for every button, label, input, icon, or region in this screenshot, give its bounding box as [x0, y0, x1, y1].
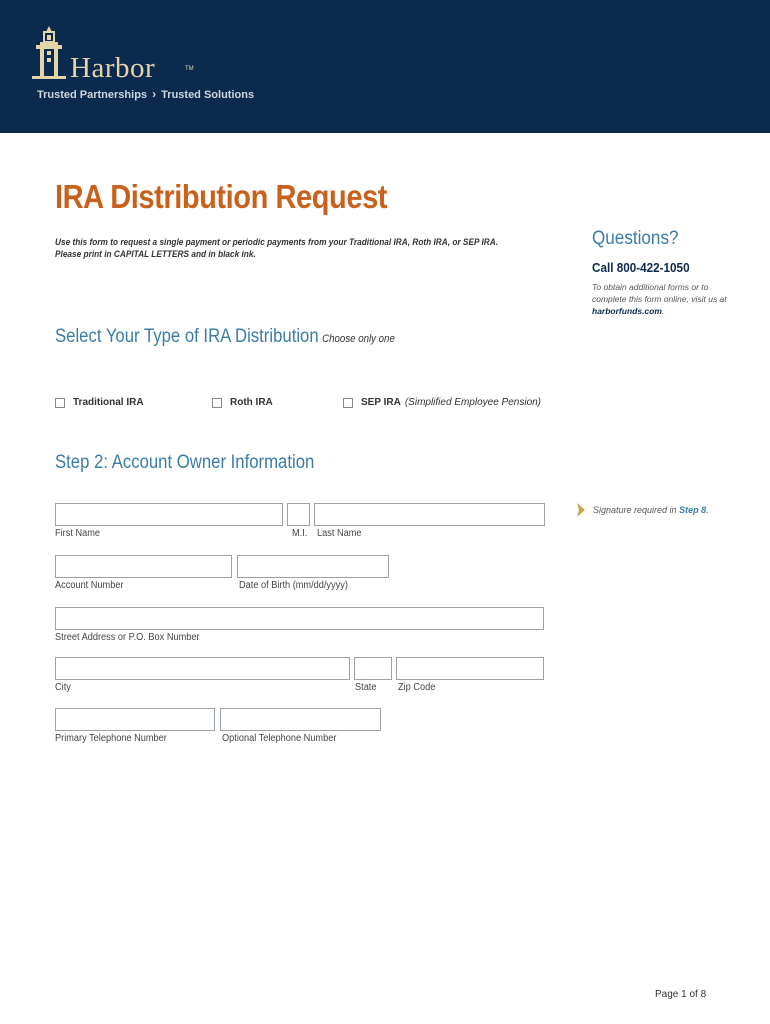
signature-note — [575, 502, 709, 518]
traditional-ira-checkbox[interactable] — [55, 398, 65, 408]
intro-line-1: Use this form to request a single payment or periodic payments from your Traditional IRA, Roth IRA, or SEP IRA. — [55, 237, 499, 247]
tagline — [37, 87, 254, 101]
state-label: State — [355, 682, 377, 693]
zip-code-label: Zip Code — [398, 682, 436, 693]
last-name-field[interactable] — [314, 503, 545, 526]
questions-note — [592, 281, 742, 317]
page-title: IRA Distribution Request — [55, 178, 388, 215]
questions-title: Questions? — [592, 228, 679, 249]
trademark-mark: TM — [185, 66, 194, 72]
questions-phone[interactable]: Call 800-422-1050 — [592, 260, 690, 275]
primary-telephone-label: Primary Telephone Number — [55, 733, 167, 744]
account-number-field[interactable] — [55, 555, 232, 578]
first-name-field[interactable] — [55, 503, 283, 526]
section-ira-type-title — [55, 326, 395, 348]
questions-note-suffix: . — [661, 306, 665, 316]
city-label: City — [55, 682, 71, 693]
option-traditional-ira[interactable] — [55, 397, 144, 408]
date-of-birth-field[interactable] — [237, 555, 389, 578]
option-sep-ira[interactable] — [343, 397, 541, 408]
option-label: Traditional IRA — [73, 397, 144, 408]
lighthouse-icon — [30, 24, 68, 80]
street-address-field[interactable] — [55, 607, 544, 630]
date-of-birth-label: Date of Birth (mm/dd/yyyy) — [239, 580, 348, 591]
tagline-part2: Trusted Solutions — [161, 89, 255, 101]
intro-line-2: Please print in CAPITAL LETTERS and in black ink. — [55, 249, 256, 259]
option-label: Roth IRA — [230, 397, 273, 408]
section-account-owner-title: Step 2: Account Owner Information — [55, 452, 315, 473]
street-address-label: Street Address or P.O. Box Number — [55, 632, 200, 643]
zip-code-field[interactable] — [396, 657, 544, 680]
page-number: Page 1 of 8 — [655, 989, 707, 1000]
optional-telephone-field[interactable] — [220, 708, 381, 731]
option-label: SEP IRA — [361, 397, 401, 408]
chevron-right-icon: › — [152, 87, 157, 101]
section-ira-type-heading: Select Your Type of IRA Distribution — [55, 326, 319, 347]
optional-telephone-label: Optional Telephone Number — [222, 733, 337, 744]
option-detail: (Simplified Employee Pension) — [404, 397, 542, 408]
account-number-label: Account Number — [55, 580, 124, 591]
roth-ira-checkbox[interactable] — [212, 398, 222, 408]
sep-ira-checkbox[interactable] — [343, 398, 353, 408]
intro-text — [55, 236, 533, 260]
chevron-right-icon — [575, 502, 587, 518]
section-ira-type-note: Choose only one — [322, 333, 395, 345]
page-header — [0, 0, 770, 133]
questions-panel — [592, 228, 742, 317]
mi-field[interactable] — [287, 503, 310, 526]
logo-wordmark: Harbor — [70, 52, 156, 84]
website-link[interactable]: harborfunds.com — [592, 306, 662, 316]
step-8-link[interactable]: Step 8 — [679, 505, 707, 515]
primary-telephone-field[interactable] — [55, 708, 215, 731]
signature-note-text: Signature required in — [593, 505, 677, 515]
last-name-label: Last Name — [317, 528, 362, 539]
questions-note-text: To obtain additional forms or to complete this form online, visit us at — [592, 282, 727, 304]
option-roth-ira[interactable] — [212, 397, 273, 408]
state-field[interactable] — [354, 657, 392, 680]
city-field[interactable] — [55, 657, 350, 680]
mi-label: M.I. — [292, 528, 308, 539]
tagline-part1: Trusted Partnerships — [37, 89, 148, 101]
first-name-label: First Name — [55, 528, 100, 539]
signature-note-suffix: . — [706, 505, 709, 515]
